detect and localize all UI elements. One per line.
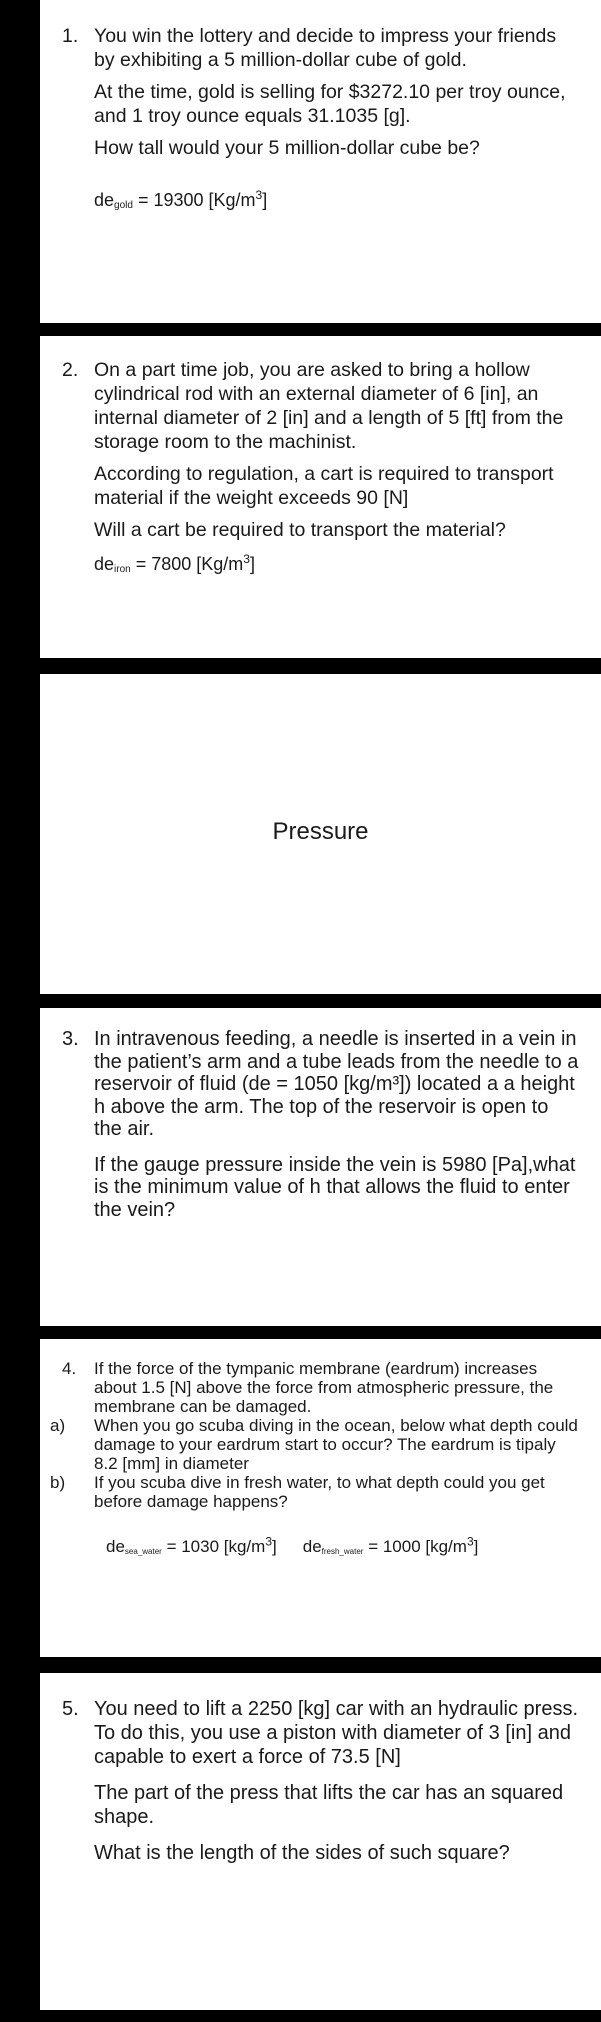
- question-intro: If the force of the tympanic membrane (eardrum) increases about 1.5 [N] above the force from atmospheric pressure, the membrane can be damaged.: [94, 1359, 554, 1416]
- question-prompt: If the gauge pressure inside the vein is 5980 [Pa],what is the minimum value of h that allows the fluid to enter the vein?: [94, 1153, 576, 1221]
- sea-water-density: $de_{sea\_water} = 1030$ $[kg/m^3]$: [106, 1534, 277, 1556]
- question-number: 3.: [62, 1028, 79, 1050]
- question-intro: In intravenous feeding, a needle is inserted in a vein in the patient’s arm and a tube leads from the needle to a reservoir of fluid (de = 1050 [kg/m³]) located a a height h above the arm. The top of the reservoir is open to the air.: [94, 1028, 579, 1140]
- question-number: 4.: [62, 1359, 77, 1378]
- subquestion-label: b): [50, 1473, 66, 1492]
- fresh-water-density: $de_{fresh\_water} = 1000$ $[kg/m^3]$: [302, 1534, 479, 1556]
- question-card-2: [40, 336, 601, 658]
- question-number: 1.: [62, 25, 79, 47]
- question-intro: You win the lottery and decide to impress your friends by exhibiting a 5 million-dollar cube of gold.: [94, 25, 557, 71]
- question-intro: On a part time job, you are asked to bring a hollow cylindrical rod with an external diameter of 6 [in], an internal diameter of 2 [in] and a length of 5 [ft] from the storage room to the machinist.: [94, 359, 564, 453]
- question-4: [50, 1359, 581, 1559]
- question-5: [62, 1697, 581, 1865]
- question-card-1: [40, 0, 601, 323]
- question-2: [62, 358, 581, 580]
- question-card-5: [40, 1673, 601, 2010]
- section-title: Pressure: [272, 818, 369, 845]
- question-card-3: [40, 1008, 601, 1326]
- section-card-pressure: [40, 674, 601, 994]
- question-prompt: What is the length of the sides of such square?: [94, 1842, 510, 1864]
- question-info: At the time, gold is selling for $3272.10 per troy ounce, and 1 troy ounce equals 31.1035 [g].: [94, 81, 566, 127]
- subquestion-text: When you go scuba diving in the ocean, below what depth could damage to your eardrum start to occur? The eardrum is tipaly 8.2 [mm] in diameter: [94, 1416, 578, 1473]
- density-formula: $de_{iron} = 7800$ $[Kg/m^3]$: [94, 552, 255, 575]
- subquestion-text: If you scuba dive in fresh water, to what depth could you get before damage happens?: [94, 1473, 545, 1511]
- subquestion-b: [50, 1473, 581, 1511]
- question-intro: You need to lift a 2250 [kg] car with an hydraulic press. To do this, you use a piston with diameter of 3 [in] and capable to exert a force of 73.5 [N]: [94, 1698, 578, 1768]
- question-1: [62, 24, 581, 216]
- subquestion-label: a): [50, 1416, 66, 1435]
- subquestion-a: [50, 1416, 581, 1473]
- question-prompt: Will a cart be required to transport the material?: [94, 519, 506, 541]
- question-info: According to regulation, a cart is required to transport material if the weight exceeds 90 [N]: [94, 463, 554, 509]
- question-number: 5.: [62, 1698, 79, 1720]
- question-info: The part of the press that lifts the car has an squared shape.: [94, 1782, 564, 1828]
- density-formula: $de_{gold} = 19300$ $[Kg/m^3]$: [94, 188, 268, 211]
- question-card-4: [40, 1339, 601, 1657]
- question-prompt: How tall would your 5 million-dollar cube be?: [94, 137, 480, 159]
- question-number: 2.: [62, 359, 79, 381]
- question-3: [62, 1028, 581, 1221]
- density-formulas: [106, 1534, 581, 1559]
